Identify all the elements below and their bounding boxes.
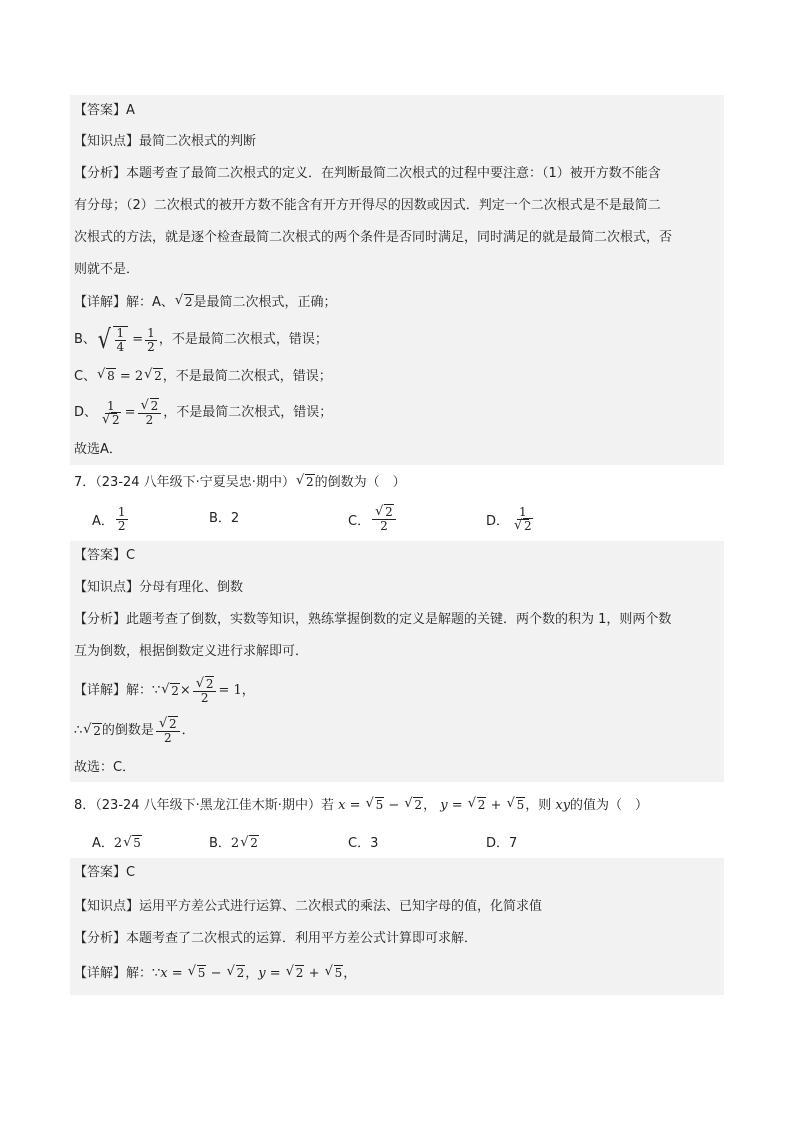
x-variable: x [338, 798, 346, 813]
q6-solution-block [70, 95, 724, 465]
q7-option-c [348, 501, 398, 537]
q7-stem [74, 471, 406, 493]
q8-answer: 【答案】C [74, 865, 136, 880]
q8-stem: 8．（23-24 八年级下·黑龙江佳木斯·期中）若 x = √ 5 − √ 2， y = √ 2 + √ 5，则 xy的值为（ ） [74, 794, 648, 816]
one-over-sqrt2-expr: 1 √ 2 [99, 400, 123, 427]
sqrt2-expr: √ 2 [296, 471, 315, 494]
q7-analysis-line-1: 【分析】此题考查了倒数，实数等知识，熟练掌握倒数的定义是解题的关键．两个数的积为 1，则两个数 [74, 612, 672, 627]
q7-option-b: B．2 [209, 511, 240, 526]
q6-detail-a-suffix: 是最简二次根式，正确； [193, 295, 337, 310]
y-variable: y [440, 798, 448, 813]
q7-stem-prefix: 7．（23-24 八年级下·宁夏吴忠·期中） [74, 475, 295, 490]
sqrt2-expr: √ 2 [240, 836, 259, 851]
q7-conclusion: 故选：C． [74, 760, 136, 775]
sqrt2-expr: √ 2 [404, 794, 423, 817]
therefore-symbol: ∴ [74, 723, 83, 738]
q8-option-b-label: B． [209, 836, 231, 851]
sqrt2-expr: √ 2 [144, 365, 163, 388]
q6-detail-d [74, 395, 332, 431]
q6-detail-a-prefix: 【详解】解：A、 [74, 295, 174, 310]
q6-detail-c-suffix: ，不是最简二次根式，错误； [162, 369, 332, 384]
sqrt5-expr: √ 5 [507, 794, 526, 817]
q7-option-d-label: D． [486, 513, 510, 529]
q7-detail-2 [74, 713, 195, 749]
q8-detail-prefix: 【详解】解：∵ [74, 966, 161, 981]
q7-option-a-label: A． [92, 513, 114, 529]
q8-option-a: A．2√ 5 [92, 832, 142, 851]
sqrt8-expr: √ 8 [97, 365, 116, 388]
q6-detail-b-suffix: ，不是最简二次根式，错误； [158, 332, 328, 347]
q7-option-a [92, 503, 130, 535]
q6-detail-d-suffix: ，不是最简二次根式，错误； [163, 405, 333, 420]
q6-detail-b-prefix: B、 [74, 332, 96, 347]
sqrt2-expr: √ 2 [227, 962, 246, 985]
sqrt2-over-2-expr: √ $\frac{2}{2}$ [193, 678, 217, 705]
sqrt-one-quarter-expr: √ $\frac{1}{4}$ [96, 326, 128, 354]
q8-option-d: D．7 [486, 836, 518, 851]
q7-stem-suffix: 的倒数为（ ） [314, 475, 406, 490]
q7-solution-block [70, 541, 724, 782]
sqrt5-expr: √ 5 [366, 794, 385, 817]
q8-knowledge-point: 【知识点】运用平方差公式进行运算、二次根式的乘法、已知字母的值，化简求值 [74, 899, 543, 914]
equals-sign: = [124, 405, 136, 420]
xy-expr: xy [555, 798, 571, 813]
q8-stem-then: ，则 [525, 798, 552, 813]
equals-one: = 1， [218, 683, 255, 698]
q8-stem-comma: ， [423, 798, 437, 813]
sqrt2-expr: √ 2 [286, 962, 305, 985]
one-half-expr: $\frac{1}{2}$ [117, 504, 126, 533]
sqrt2-over-2-expr: √ $\frac{2}{2}$ [156, 718, 180, 745]
q8-analysis: 【分析】本题考查了二次根式的运算．利用平方差公式计算即可求解． [74, 931, 478, 946]
x-variable: x [160, 966, 168, 981]
q8-option-b: B．2√ 2 [209, 832, 259, 851]
q7-option-d [486, 501, 537, 537]
sqrt2-expr: √ 2 [468, 794, 487, 817]
period: ． [181, 723, 195, 738]
sqrt2-expr: √ 2 [175, 291, 194, 314]
q6-conclusion: 故选A． [74, 442, 122, 457]
one-over-sqrt2-expr: 1 √ 2 [511, 506, 535, 533]
q8-stem-prefix: 8．（23-24 八年级下·黑龙江佳木斯·期中）若 [74, 798, 334, 813]
q6-analysis-line-3: 次根式的方法，就是逐个检查最简二次根式的两个条件是否同时满足，同时满足的就是最简二次根式，否 [74, 230, 673, 245]
q6-analysis-line-1: 【分析】本题考查了最简二次根式的定义．在判断最简二次根式的过程中要注意：（1）被开方数不能含 [74, 166, 661, 181]
q6-detail-d-prefix: D、 [74, 405, 98, 420]
q8-stem-end: 的值为（ ） [570, 798, 649, 813]
q6-detail-b [74, 323, 328, 357]
q8-solution-block [70, 858, 724, 995]
q6-knowledge-point: 【知识点】最简二次根式的判断 [74, 134, 257, 149]
q7-detail-1 [74, 673, 255, 709]
q8-option-a-label: A． [92, 836, 114, 851]
q6-analysis-line-4: 则就不是． [74, 262, 140, 277]
q6-detail-a [74, 291, 337, 313]
q7-option-c-label: C． [348, 513, 371, 529]
q6-detail-c-prefix: C、 [74, 369, 97, 384]
q8-option-c: C．3 [348, 836, 379, 851]
sqrt5-expr: √ 5 [325, 962, 344, 985]
one-half-expr: $\frac{1}{2}$ [147, 325, 155, 354]
q7-analysis-line-2: 互为倒数，根据倒数定义进行求解即可． [74, 644, 309, 659]
q6-detail-c [74, 365, 332, 387]
q6-analysis-line-2: 有分母；（2）二次根式的被开方数不能含有开方开得尽的因数或因式．判定一个二次根式是不是最简二 [74, 198, 661, 213]
sqrt2-over-2-expr: √ $\frac{2}{2}$ [138, 400, 162, 427]
sqrt5-expr: √ 5 [188, 962, 207, 985]
q7-detail-2-text: 的倒数是 [101, 723, 154, 738]
times-sign: × [179, 683, 191, 698]
sqrt5-expr: √ 5 [123, 836, 142, 851]
q7-knowledge-point: 【知识点】分母有理化、倒数 [74, 580, 244, 595]
sqrt2-expr: √ 2 [161, 680, 180, 703]
equals-sign: = [128, 332, 144, 347]
q7-answer: 【答案】C [74, 548, 136, 563]
q7-detail-prefix: 【详解】解：∵ [74, 683, 161, 698]
y-variable: y [258, 966, 266, 981]
equals-two-sqrt2: = 2 [115, 369, 144, 384]
sqrt2-expr: √ 2 [83, 720, 102, 743]
q8-detail: 【详解】解：∵x = √ 5 − √ 2，y = √ 2 + √ 5， [74, 962, 356, 984]
sqrt2-over-2-expr: √ $\frac{2}{2}$ [372, 506, 396, 533]
q6-answer: 【答案】A [74, 103, 135, 118]
